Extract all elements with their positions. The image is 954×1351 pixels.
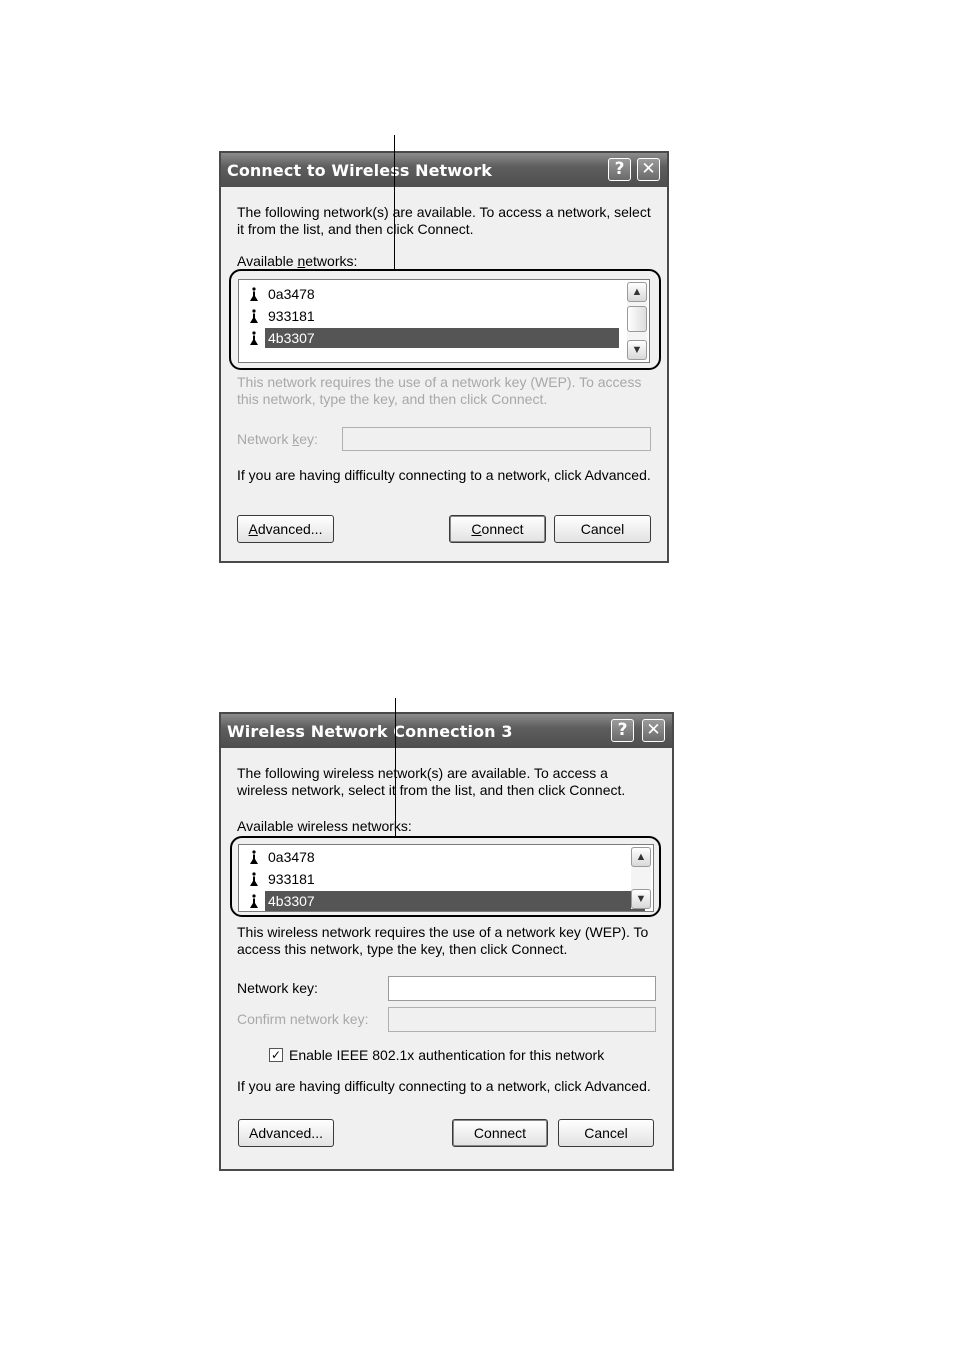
title-bar[interactable] bbox=[221, 153, 667, 187]
intro-text-line1: The following network(s) are available. To access a network, select bbox=[237, 204, 651, 220]
networks-list-callout bbox=[229, 269, 661, 370]
connect-button[interactable]: Connect bbox=[449, 515, 546, 543]
network-name: 4b3307 bbox=[265, 328, 619, 348]
intro-text-line1: The following wireless network(s) are available. To access a bbox=[237, 765, 608, 781]
ieee-checkbox[interactable]: ✓ bbox=[270, 1048, 282, 1062]
network-key-label: Network key: bbox=[237, 431, 318, 447]
scroll-down-icon[interactable]: ▼ bbox=[627, 340, 647, 360]
intro-text-line2: wireless network, select it from the list, and then click Connect. bbox=[237, 782, 626, 798]
help-icon[interactable]: ? bbox=[608, 158, 631, 181]
network-name: 0a3478 bbox=[268, 286, 315, 302]
confirm-key-input[interactable] bbox=[388, 1007, 656, 1032]
available-networks-label: Available wireless networks: bbox=[237, 818, 412, 834]
cancel-button[interactable]: Cancel bbox=[554, 515, 651, 543]
network-name: 933181 bbox=[268, 871, 315, 887]
dialog-title: Wireless Network Connection 3 bbox=[227, 722, 513, 741]
scroll-down-icon[interactable]: ▼ bbox=[631, 889, 651, 909]
wep-text-line1: This network requires the use of a network key (WEP). To access bbox=[237, 374, 642, 390]
advanced-button[interactable]: Advanced... bbox=[237, 515, 334, 543]
confirm-key-label: Confirm network key: bbox=[237, 1011, 369, 1027]
ieee-label[interactable]: Enable IEEE 802.1x authentication for this network bbox=[289, 1047, 605, 1063]
help-icon[interactable]: ? bbox=[611, 719, 634, 742]
help-text: If you are having difficulty connecting to a network, click Advanced. bbox=[237, 467, 651, 483]
network-key-input[interactable] bbox=[388, 976, 656, 1001]
help-text: If you are having difficulty connecting to a network, click Advanced. bbox=[237, 1078, 651, 1094]
connect-button[interactable]: Connect bbox=[452, 1119, 548, 1147]
scroll-up-icon[interactable]: ▲ bbox=[631, 847, 651, 867]
wireless-connection-dialog bbox=[219, 712, 674, 1171]
callout-pointer-line bbox=[395, 698, 396, 836]
callout-pointer-line bbox=[394, 135, 395, 269]
intro-text-line2: it from the list, and then click Connect. bbox=[237, 221, 474, 237]
cancel-button[interactable]: Cancel bbox=[558, 1119, 654, 1147]
available-networks-label: Available networks: bbox=[237, 253, 358, 269]
advanced-button[interactable]: Advanced... bbox=[238, 1119, 334, 1147]
title-bar[interactable] bbox=[221, 714, 672, 748]
network-name: 4b3307 bbox=[265, 891, 645, 911]
dialog-title: Connect to Wireless Network bbox=[227, 161, 493, 180]
wep-text-line2: access this network, type the key, then click Connect. bbox=[237, 941, 568, 957]
scroll-up-icon[interactable]: ▲ bbox=[627, 282, 647, 302]
network-name: 0a3478 bbox=[268, 849, 315, 865]
network-key-input[interactable] bbox=[342, 427, 651, 451]
close-icon[interactable]: ✕ bbox=[642, 719, 665, 742]
network-name: 933181 bbox=[268, 308, 315, 324]
networks-list-callout bbox=[230, 836, 661, 917]
network-key-label: Network key: bbox=[237, 980, 318, 996]
close-icon[interactable]: ✕ bbox=[637, 158, 660, 181]
wep-text-line2: this network, type the key, and then click Connect. bbox=[237, 391, 548, 407]
wep-text-line1: This wireless network requires the use of a network key (WEP). To bbox=[237, 924, 649, 940]
